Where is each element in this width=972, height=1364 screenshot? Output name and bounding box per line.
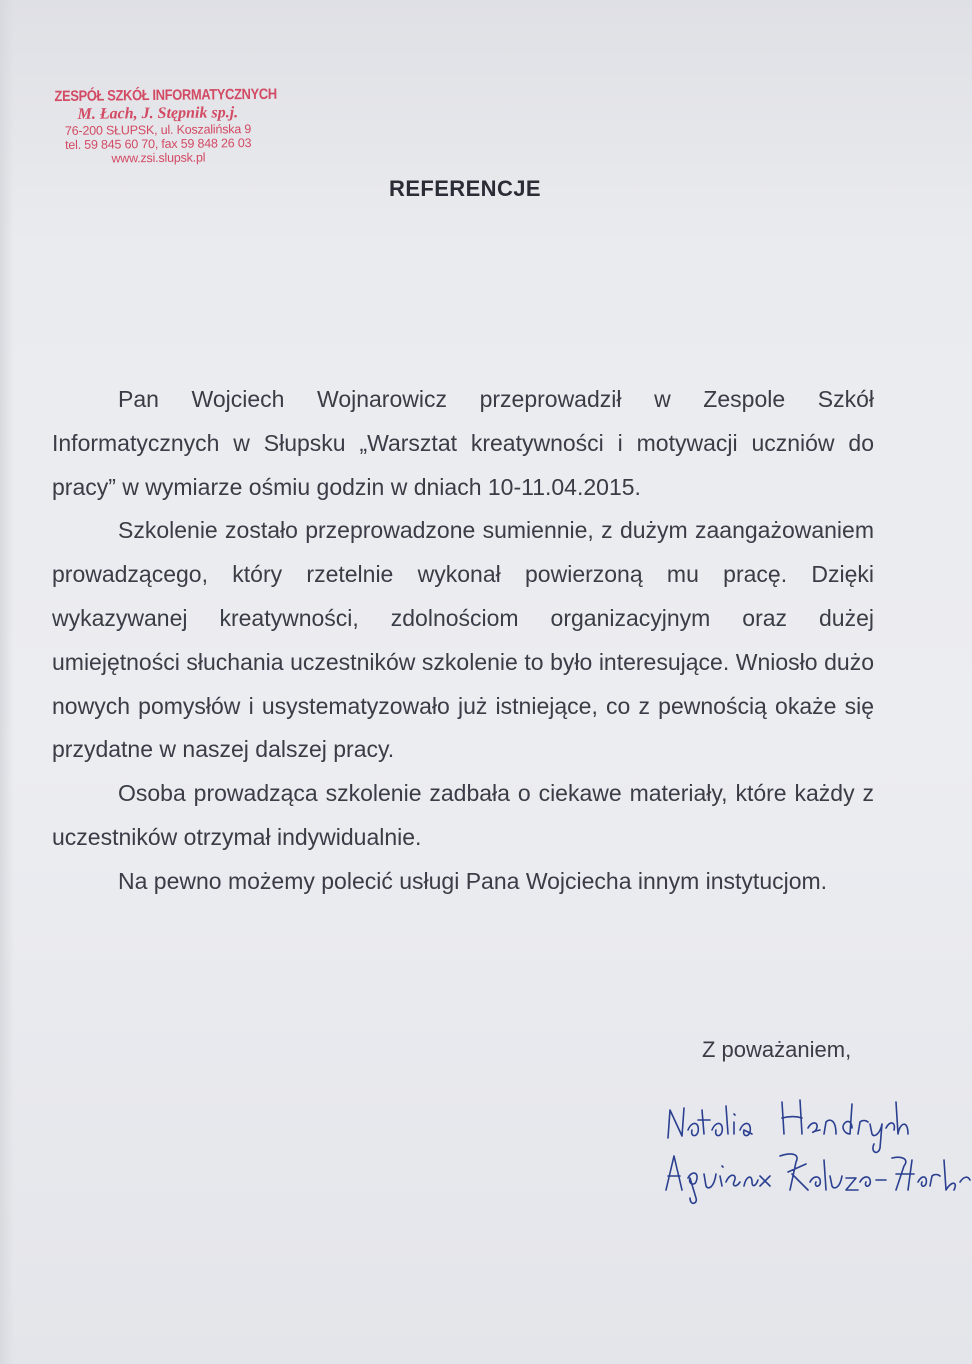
company-stamp	[38, 87, 279, 166]
document-title: REFERENCJE	[389, 176, 541, 201]
paragraph-2: Szkolenie zostało przeprowadzone sumiennie, z dużym zaangażowaniem prowadzącego, który rzetelnie wykonał powierzoną mu pracę. Dzięki wykazywanej kreatywności, zdolnościom organizacyjnym oraz dużej umiejętności słuchania uczestników szkolenie to było interesujące. Wniosło dużo nowych pomysłów i usystematyzowało już istniejące, co z pewnością okaże się przydatne w naszej dalszej pracy.	[52, 517, 874, 763]
paper-shadow-edge	[0, 0, 14, 1364]
stamp-phone-fax: tel. 59 845 60 70, fax 59 848 26 03	[65, 135, 252, 152]
handwritten-signatures	[660, 1090, 972, 1210]
signature-2-part-b	[780, 1154, 970, 1190]
stamp-website: www.zsi.slupsk.pl	[111, 150, 206, 166]
paragraph-4: Na pewno możemy polecić usługi Pana Wojciecha innym instytucjom.	[118, 867, 828, 894]
closing-salutation: Z poważaniem,	[702, 1037, 852, 1062]
paragraph-3: Osoba prowadząca szkolenie zadbała o ciekawe materiały, które każdy z uczestników otrzymał indywidualnie.	[52, 780, 874, 850]
stamp-company-name: ZESPÓŁ SZKÓŁ INFORMATYCZNYCH	[54, 85, 277, 106]
signature-2-part-a	[666, 1156, 770, 1203]
stamp-owners: M. Łach, J. Stępnik sp.j.	[77, 103, 239, 123]
signature-1-part-b	[782, 1100, 908, 1152]
paragraph-1: Pan Wojciech Wojnarowicz przeprowadził w Zespole Szkół Informatycznych w Słupsku „Warsztat kreatywności i motywacji uczniów do pracy” w wymiarze ośmiu godzin w dniach 10-11.04.2015.	[52, 386, 874, 500]
signature-1-part-a	[668, 1106, 752, 1138]
stamp-address: 76-200 SŁUPSK, ul. Koszalińska 9	[64, 121, 252, 138]
letter-body	[52, 378, 874, 904]
